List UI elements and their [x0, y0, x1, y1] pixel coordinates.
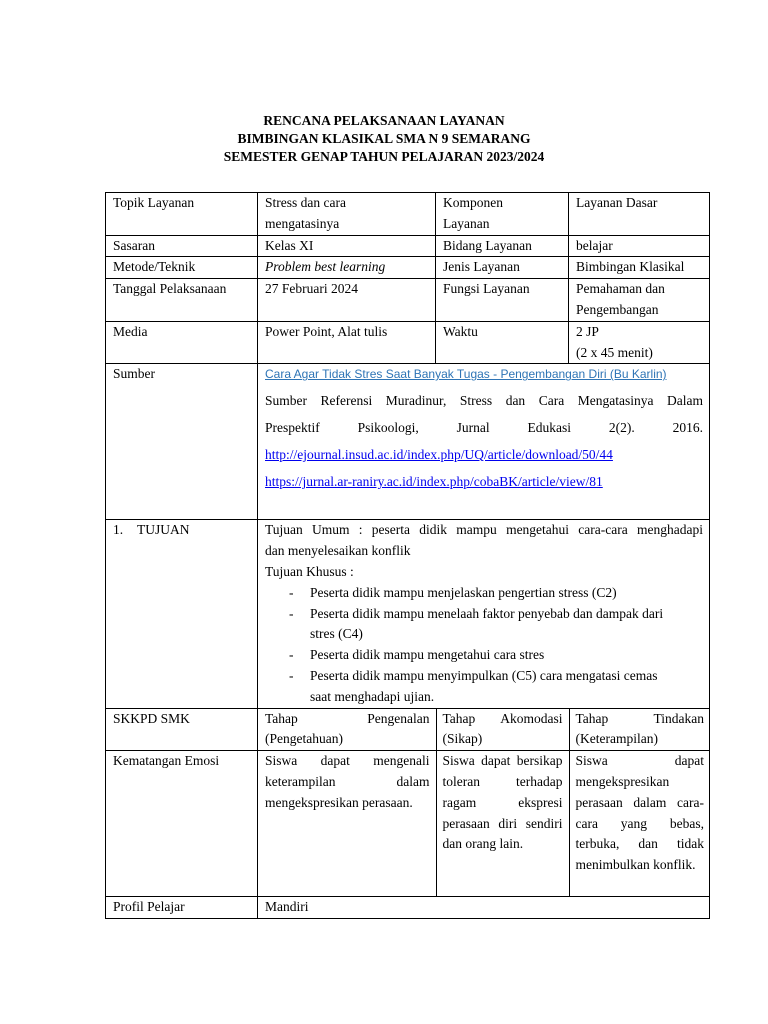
label-tanggal: Tanggal Pelaksanaan — [106, 279, 258, 322]
value-komponen: Layanan Dasar — [569, 193, 710, 236]
value-tujuan — [258, 520, 710, 708]
label-profil: Profil Pelajar — [106, 897, 258, 919]
plan-table — [105, 192, 710, 919]
sumber-reference-line-2: Prespektif Psikoologi, Jurnal Edukasi 2(2). 2016. — [265, 420, 703, 436]
list-item: - Peserta didik mampu mengetahui cara stres — [289, 645, 673, 666]
label-skkpd: SKKPD SMK — [106, 708, 258, 751]
tujuan-khusus-list — [265, 583, 703, 708]
value-bidang: belajar — [569, 235, 710, 257]
row-skkpd — [106, 708, 710, 751]
label-komponen — [436, 193, 569, 236]
value-sasaran: Kelas XI — [258, 235, 436, 257]
stage-akomodasi-title: Tahap Akomodasi — [442, 710, 563, 726]
value-waktu-line-2: (2 x 45 menit) — [576, 344, 653, 360]
tujuan-number: 1. — [113, 522, 124, 538]
row-media — [106, 321, 710, 364]
stage-pengenalan-title: Tahap Pengenalan — [265, 710, 430, 726]
value-fungsi-line-2: Pengembangan — [576, 301, 659, 317]
value-metode: Problem best learning — [258, 257, 436, 279]
row-topik — [106, 193, 710, 236]
title-line-3: SEMESTER GENAP TAHUN PELAJARAN 2023/2024 — [223, 149, 545, 164]
kematangan-stages — [258, 751, 710, 897]
kematangan-akomodasi: Siswa dapat bersikap toleran terhadap ragam ekspresi perasaan diri sendiri dan orang lain. — [436, 751, 569, 896]
kematangan-tindakan: Siswa dapat mengekspresikan perasaan dalam cara-cara yang bebas, terbuka, dan tidak menimbulkan konflik. — [569, 751, 710, 896]
list-item: - Peserta didik mampu menyimpulkan (C5) cara mengatasi cemas saat menghadapi ujian. — [289, 666, 673, 708]
tujuan-khusus-label: Tujuan Khusus : — [265, 563, 354, 579]
label-metode: Metode/Teknik — [106, 257, 258, 279]
kematangan-pengenalan: Siswa dapat mengenali keterampilan dalam mengekspresikan perasaan. — [265, 753, 430, 810]
label-tujuan — [106, 520, 258, 708]
row-tanggal — [106, 279, 710, 322]
value-profil: Mandiri — [258, 897, 710, 919]
stage-tindakan — [569, 709, 710, 751]
value-jenis: Bimbingan Klasikal — [569, 257, 710, 279]
label-sumber: Sumber — [106, 364, 258, 520]
stage-akomodasi — [436, 709, 569, 751]
label-komponen-line-2: Layanan — [443, 215, 490, 231]
value-waktu — [569, 321, 710, 364]
sumber-link-ejournal[interactable]: http://ejournal.insud.ac.id/index.php/UQ/article/download/50/44 — [265, 447, 613, 463]
label-fungsi: Fungsi Layanan — [436, 279, 569, 322]
sumber-reference-line-1: Sumber Referensi Muradinur, Stress dan Cara Mengatasinya Dalam — [265, 393, 703, 409]
value-tanggal: 27 Februari 2024 — [258, 279, 436, 322]
value-fungsi — [569, 279, 710, 322]
row-kematangan — [106, 751, 710, 897]
label-media: Media — [106, 321, 258, 364]
label-waktu: Waktu — [436, 321, 569, 364]
value-topik-line-1: Stress dan cara — [265, 195, 346, 210]
tujuan-umum-line-2: dan menyelesaikan konflik — [265, 543, 411, 559]
row-profil — [106, 897, 710, 919]
label-topik: Topik Layanan — [106, 193, 258, 236]
tujuan-umum-line-1: Tujuan Umum : peserta didik mampu mengetahui cara-cara menghadapi — [265, 522, 703, 538]
stage-akomodasi-sub: (Sikap) — [442, 731, 483, 747]
value-topik — [258, 193, 436, 236]
sumber-link-jurnal[interactable]: https://jurnal.ar-raniry.ac.id/index.php/cobaBK/article/view/81 — [265, 474, 603, 490]
row-sasaran — [106, 235, 710, 257]
label-jenis: Jenis Layanan — [436, 257, 569, 279]
title-line-2: BIMBINGAN KLASIKAL SMA N 9 SEMARANG — [237, 131, 531, 146]
stage-pengenalan-sub: (Pengetahuan) — [265, 731, 343, 747]
stage-tindakan-sub: (Keterampilan) — [575, 731, 658, 747]
list-item: - Peserta didik mampu menjelaskan pengertian stress (C2) — [289, 583, 673, 604]
stage-pengenalan — [258, 709, 436, 751]
document-title — [0, 112, 768, 166]
label-komponen-line-1: Komponen — [443, 195, 503, 210]
list-item: - Peserta didik mampu menelaah faktor penyebab dan dampak dari stres (C4) — [289, 604, 673, 646]
value-media: Power Point, Alat tulis — [258, 321, 436, 364]
label-kematangan: Kematangan Emosi — [106, 751, 258, 897]
sumber-link-video[interactable]: Cara Agar Tidak Stres Saat Banyak Tugas - Pengembangan Diri (Bu Karlin) — [265, 367, 667, 382]
value-fungsi-line-1: Pemahaman dan — [576, 281, 665, 297]
label-bidang: Bidang Layanan — [436, 235, 569, 257]
stage-tindakan-title: Tahap Tindakan — [575, 710, 704, 726]
value-sumber — [258, 364, 710, 520]
label-sasaran: Sasaran — [106, 235, 258, 257]
value-waktu-line-1: 2 JP — [576, 323, 599, 339]
skkpd-stages — [258, 708, 710, 751]
row-sumber — [106, 364, 710, 520]
title-line-1: RENCANA PELAKSANAAN LAYANAN — [263, 113, 505, 128]
row-metode — [106, 257, 710, 279]
value-topik-line-2: mengatasinya — [265, 215, 340, 231]
row-tujuan — [106, 520, 710, 708]
tujuan-label: TUJUAN — [137, 522, 190, 538]
